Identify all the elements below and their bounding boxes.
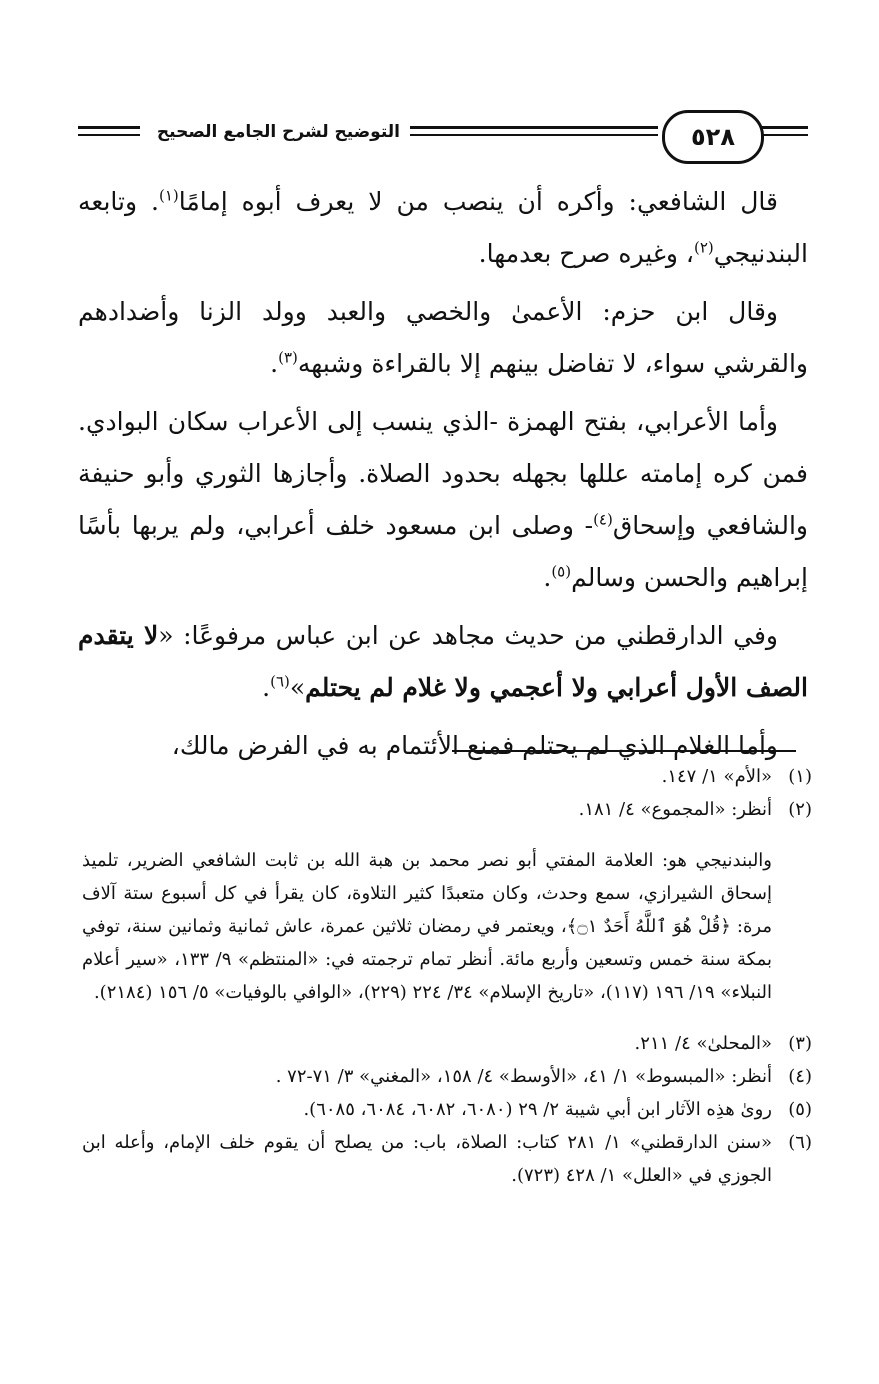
text-run: وفي الدارقطني من حديث مجاهد عن ابن عباس مرفوعًا: « xyxy=(158,621,778,650)
text-run: . xyxy=(543,563,552,592)
text-run: وقال ابن حزم: الأعمىٰ والخصي والعبد وولد الزنا وأضدادهم والقرشي سواء، لا تفاضل بينهم إلا بالقراءة وشبهه xyxy=(78,297,808,378)
main-text xyxy=(78,176,808,778)
footnote-number: (٢) xyxy=(788,799,812,820)
text-run: » xyxy=(289,673,306,702)
footnote-1 xyxy=(82,760,812,793)
page-header xyxy=(78,108,808,164)
paragraph-2 xyxy=(78,286,808,390)
header-rule-left xyxy=(78,126,140,129)
footnote-ref: (٢) xyxy=(693,238,714,257)
footnote-4 xyxy=(82,1060,812,1093)
text-run: - وصلى ابن مسعود خلف أعرابي، ولم يربها بأسًا إبراهيم والحسن وسالم xyxy=(78,511,808,592)
text-run: قال الشافعي: وأكره أن ينصب من لا يعرف أبوه إمامًا xyxy=(178,187,778,216)
footnote-3 xyxy=(82,1027,812,1060)
footnote-text: روىٰ هذِه الآثار ابن أبي شيبة ٢/ ٢٩ (٦٠٨٠، ٦٠٨٢، ٦٠٨٤، ٦٠٨٥). xyxy=(303,1099,772,1120)
page-number: ٥٢٨ xyxy=(662,110,764,164)
header-rule-right xyxy=(758,126,808,129)
text-run: . xyxy=(270,349,279,378)
paragraph-1 xyxy=(78,176,808,280)
running-title: التوضيح لشرح الجامع الصحيح xyxy=(156,122,400,142)
header-rule-left-2 xyxy=(78,134,140,136)
header-rule-middle-2 xyxy=(410,134,658,136)
footnotes xyxy=(82,760,812,1192)
footnote-bio-text: والبندنيجي هو: العلامة المفتي أبو نصر محمد بن هبة الله بن ثابت الشافعي الضرير، تلميذ إسحاق الشيرازي، سمع وحدث، وكان متعبدًا كثير التلاوة، كان يقرأ في كل أسبوع ستة آلاف مرة: ﴿قُلْ هُوَ ٱللَّهُ أَحَدٌ ۝١﴾، ويعتمر في رمضان ثلاثين عمرة، عاش ثمانية وثمانين سنة، توفي بمكة سنة خمس وتسعين وأربع مائة. أنظر تمام ترجمته في: «المنتظم» ٩/ ١٣٣، «سير أعلام النبلاء» ١٩/ ١٩٦ (١١٧)، «تاريخ الإسلام» ٣٤/ ٢٢٤ (٢٢٩)، «الوافي بالوفيات» ٥/ ١٥٦ (٢١٨٤). xyxy=(82,850,773,1003)
footnote-text: أنظر: «المبسوط» ١/ ٤١، «الأوسط» ٤/ ١٥٨، «المغني» ٣/ ٧١-٧٢ . xyxy=(275,1066,772,1087)
footnote-text: «سنن الدارقطني» ١/ ٢٨١ كتاب: الصلاة، باب: من يصلح أن يقوم خلف الإمام، وأعله ابن الجوزي في «العلل» ١/ ٤٢٨ (٧٢٣). xyxy=(82,1132,772,1186)
text-run: وأما الأعرابي، بفتح الهمزة -الذي ينسب إلى الأعراب سكان البوادي. فمن كره إمامته عللها بجهله بحدود الصلاة. وأجازها الثوري وأبو حنيفة والشافعي وإسحاق xyxy=(78,407,808,540)
footnote-text: «الأم» ١/ ١٤٧. xyxy=(661,766,772,787)
header-rule-right-2 xyxy=(758,134,808,136)
footnote-ref: (٦) xyxy=(270,672,290,691)
footnote-2-bio xyxy=(82,844,812,1009)
footnote-text: أنظر: «المجموع» ٤/ ١٨١. xyxy=(578,799,772,820)
footnote-ref: (٣) xyxy=(278,348,298,367)
text-run: . وتابعه البندنيجي xyxy=(78,187,808,268)
footnote-separator xyxy=(452,750,796,752)
footnote-number: (٥) xyxy=(788,1099,812,1120)
hadith-quote: لا يتقدم الصف الأول أعرابي ولا أعجمي ولا غلام لم يحتلم xyxy=(78,621,808,702)
footnote-ref: (٥) xyxy=(551,562,572,581)
text-run: ، وغيره صرح بعدمها. xyxy=(478,239,694,268)
paragraph-3 xyxy=(78,396,808,604)
header-rule-middle xyxy=(410,126,658,129)
footnote-number: (٤) xyxy=(788,1066,812,1087)
footnote-number: (٣) xyxy=(788,1033,812,1054)
footnote-5 xyxy=(82,1093,812,1126)
footnote-number: (١) xyxy=(788,766,812,787)
footnote-ref: (١) xyxy=(158,186,179,205)
footnote-ref: (٤) xyxy=(593,510,613,529)
paragraph-4 xyxy=(78,610,808,714)
footnote-text: «المحلىٰ» ٤/ ٢١١. xyxy=(634,1033,772,1054)
text-run: . xyxy=(262,673,271,702)
footnote-number: (٦) xyxy=(788,1132,812,1153)
footnote-2 xyxy=(82,793,812,826)
text-run: وأما الغلام الذي لم يحتلم فمنع الأئتمام به في الفرض مالك، xyxy=(171,731,778,760)
footnote-6 xyxy=(82,1126,812,1192)
